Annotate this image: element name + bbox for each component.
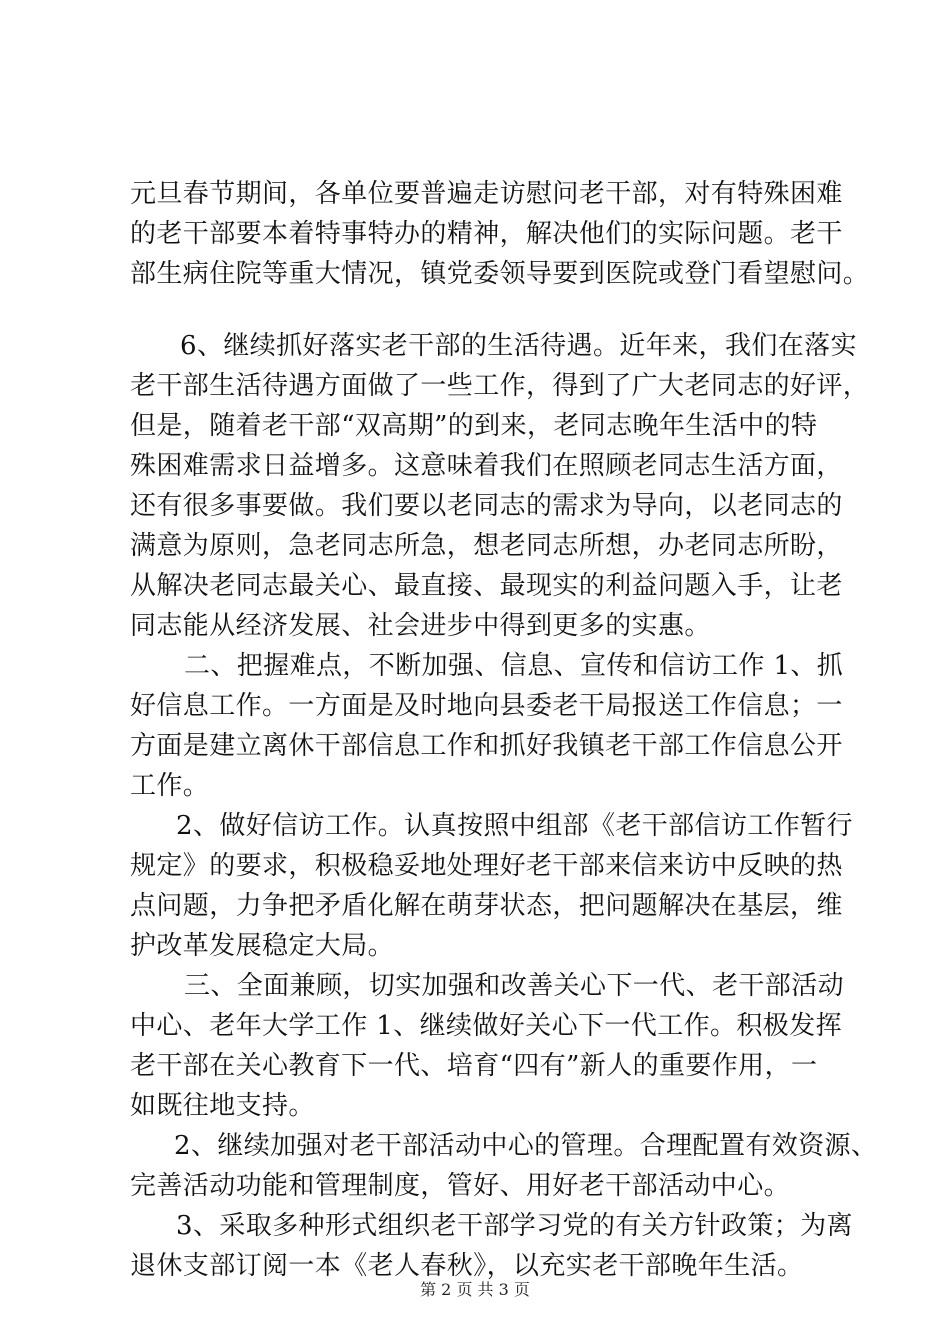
text-line: 点问题，力争把矛盾化解在萌芽状态，把问题解决在基层，维 (130, 891, 843, 921)
text-line: 三、全面兼顾，切实加强和改善关心下一代、老干部活动 (184, 971, 845, 1001)
text-line: 中心、老年大学工作 1、继续做好关心下一代工作。积极发挥 (130, 1011, 843, 1041)
text-line: 如既往地支持。 (130, 1091, 315, 1121)
text-line: 还有很多事要做。我们要以老同志的需求为导向，以老同志的 (130, 491, 843, 521)
text-line: 6、继续抓好落实老干部的生活待遇。近年来，我们在落实 (180, 331, 857, 361)
text-line: 满意为原则，急老同志所急，想老同志所想，办老同志所盼， (130, 531, 843, 561)
page-footer: 第 2 页 共 3 页 (420, 1280, 530, 1299)
text-line: 规定》的要求，积极稳妥地处理好老干部来信来访中反映的热 (130, 851, 843, 881)
text-line: 元旦春节期间，各单位要普遍走访慰问老干部，对有特殊困难 (130, 179, 843, 209)
text-line: 殊困难需求日益增多。这意味着我们在照顾老同志生活方面， (130, 451, 843, 481)
text-line: 退休支部订阅一本《老人春秋》，以充实老干部晚年生活。 (130, 1251, 804, 1281)
text-line: 护改革发展稳定大局。 (130, 931, 395, 961)
text-line: 二、把握难点，不断加强、信息、宣传和信访工作 1、抓 (184, 651, 844, 681)
text-line: 的老干部要本着特事特办的精神，解决他们的实际问题。老干 (130, 219, 843, 249)
text-line: 从解决老同志最关心、最直接、最现实的利益问题入手，让老 (130, 571, 843, 601)
text-line: 老干部生活待遇方面做了一些工作，得到了广大老同志的好评， (130, 371, 870, 401)
text-line: 同志能从经济发展、社会进步中得到更多的实惠。 (130, 611, 711, 641)
text-line: 部生病住院等重大情况，镇党委领导要到医院或登门看望慰问。 (130, 259, 870, 289)
text-line: 2、做好信访工作。认真按照中组部《老干部信访工作暂行 (176, 811, 853, 841)
text-line: 好信息工作。一方面是及时地向县委老干局报送工作信息；一 (130, 691, 843, 721)
text-line: 完善活动功能和管理制度，管好、用好老干部活动中心。 (130, 1171, 791, 1201)
text-line: 方面是建立离休干部信息工作和抓好我镇老干部工作信息公开 (130, 731, 843, 761)
text-line: 老干部在关心教育下一代、培育“四有”新人的重要作用，一 (130, 1051, 818, 1081)
text-line: 但是，随着老干部“双高期”的到来，老同志晚年生活中的特 (130, 411, 818, 441)
text-line: 2、继续加强对老干部活动中心的管理。合理配置有效资源、 (174, 1131, 878, 1161)
text-line: 工作。 (130, 771, 210, 801)
text-line: 3、采取多种形式组织老干部学习党的有关方针政策；为离 (176, 1211, 853, 1241)
